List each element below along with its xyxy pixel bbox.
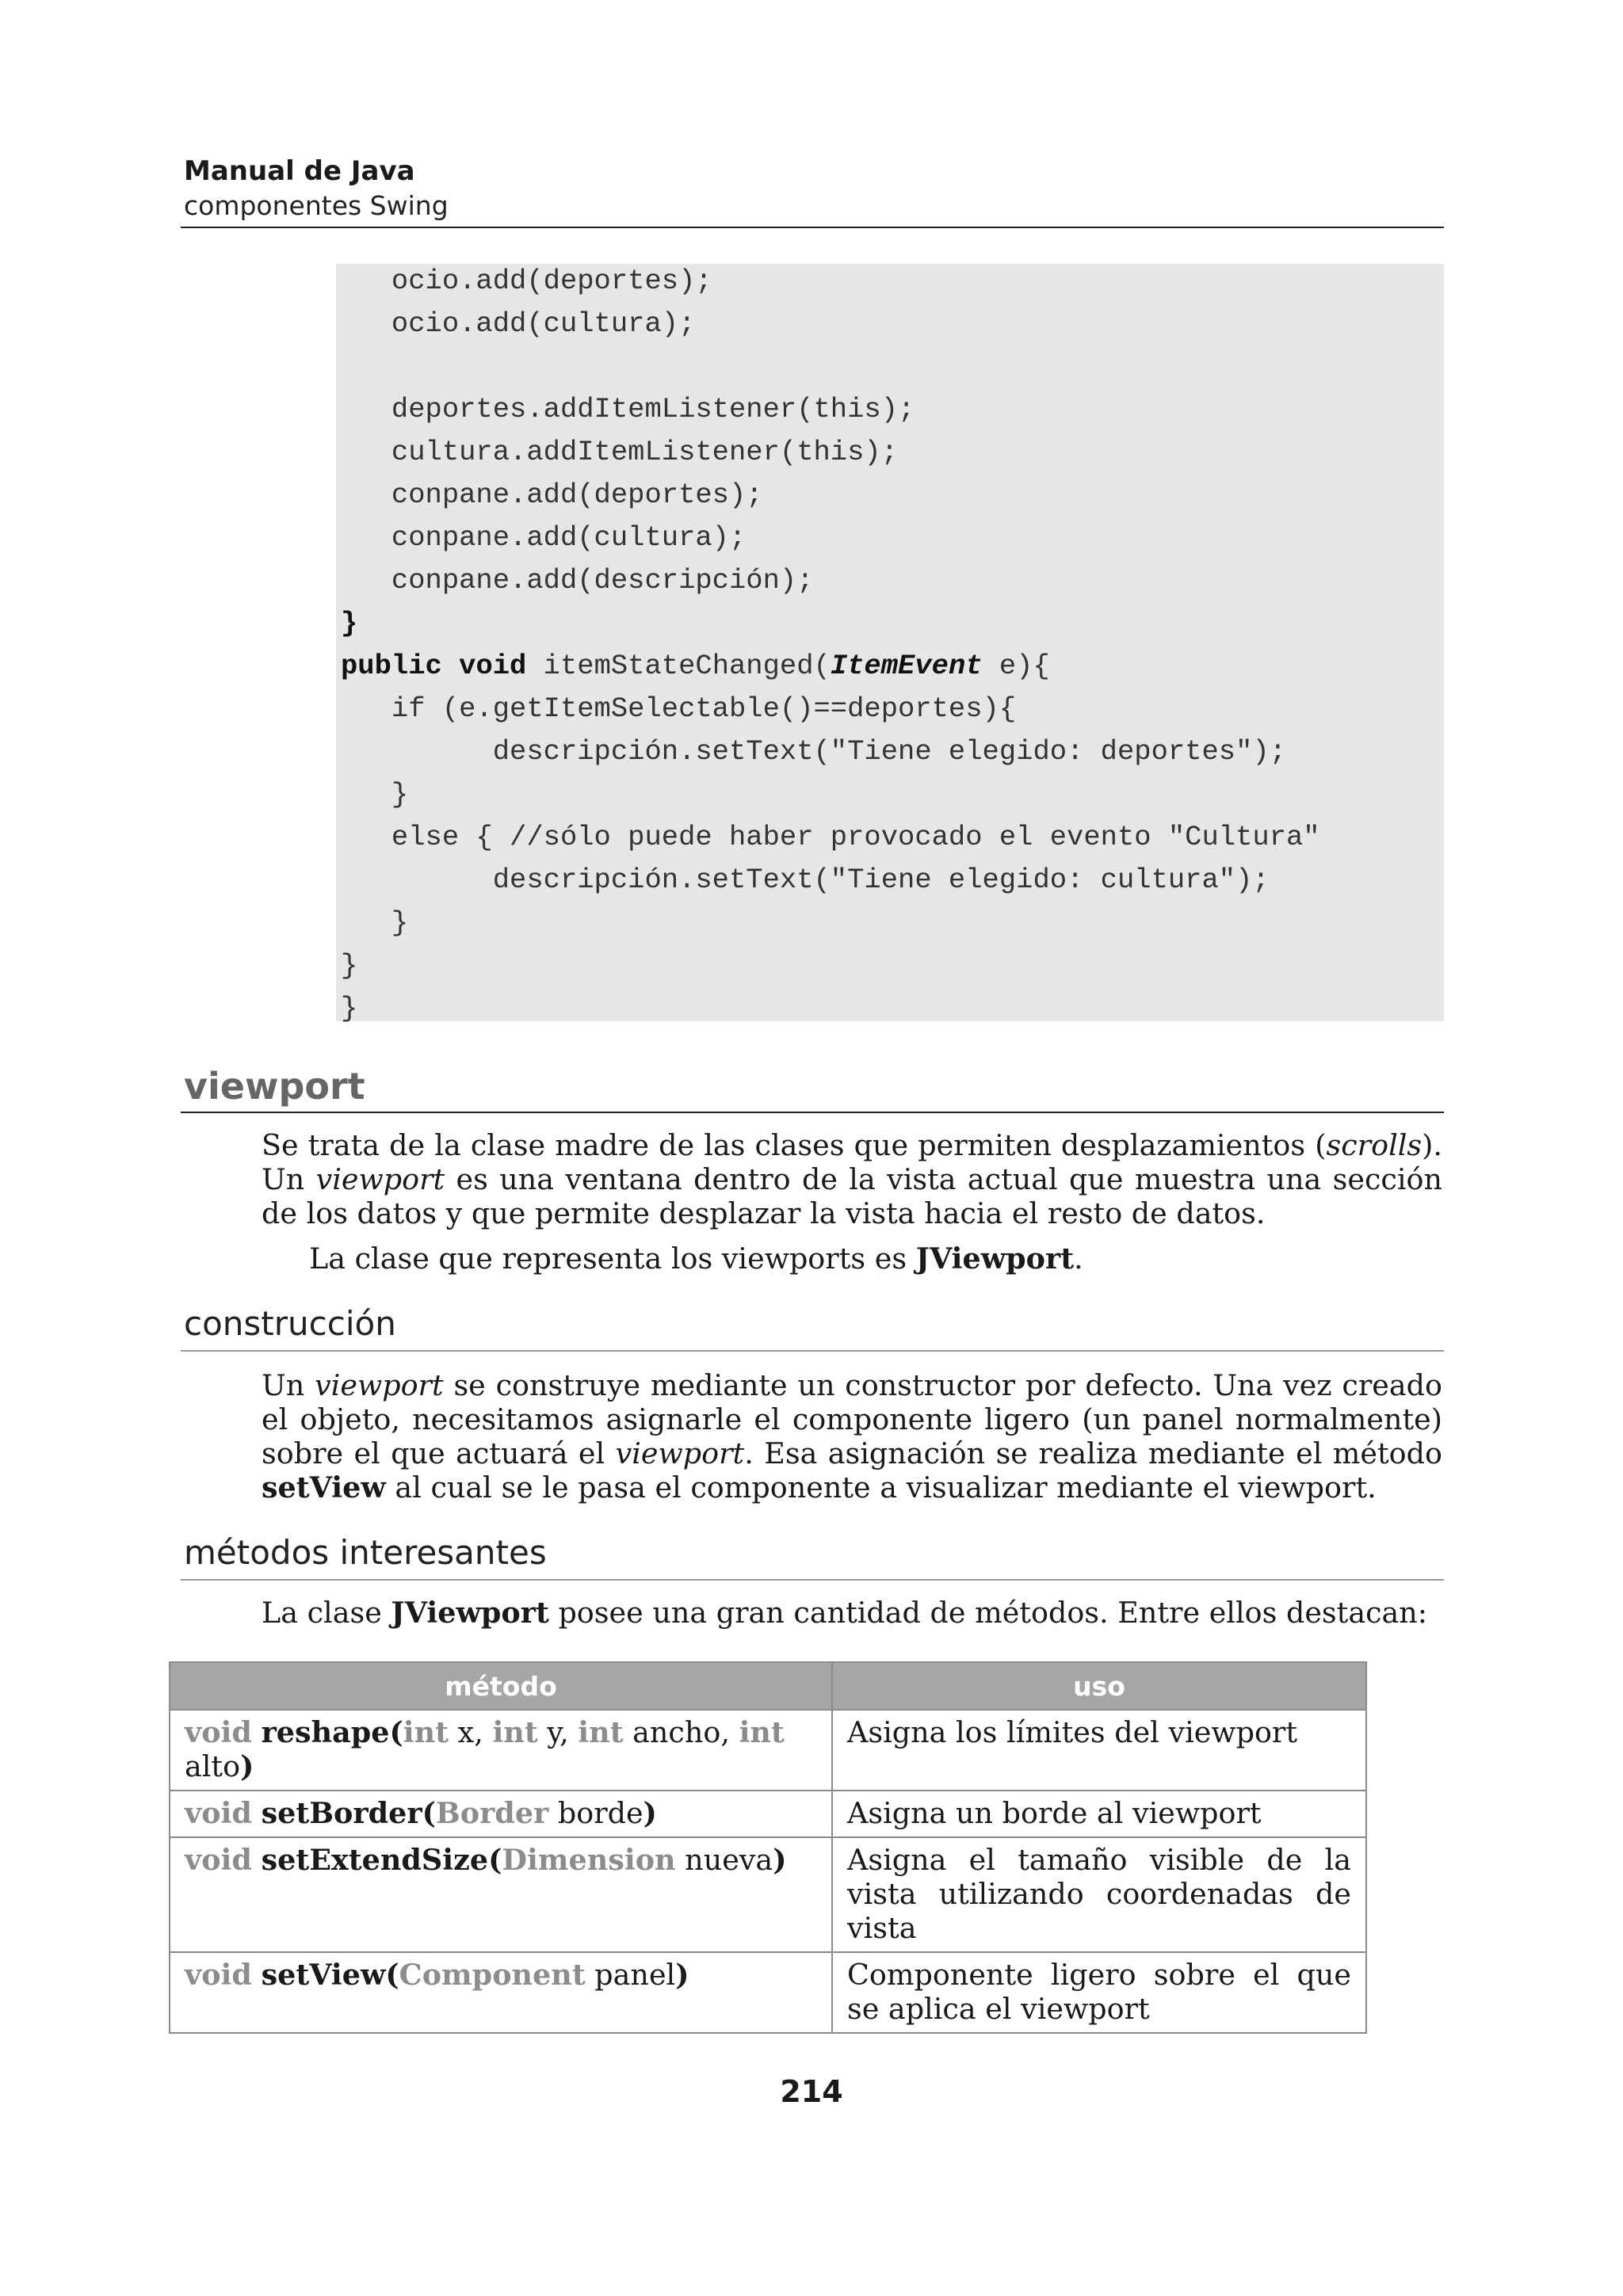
text-run-italic: viewport: [615, 1436, 745, 1470]
method-close-paren: ): [643, 1796, 657, 1830]
param-type: int: [492, 1715, 538, 1749]
text-run: Se trata de la clase madre de las clases que permiten desplazamientos (: [262, 1128, 1327, 1162]
paragraph-construccion: [262, 1368, 1442, 1505]
column-header-metodo: método: [170, 1662, 832, 1710]
section-rule: [181, 1350, 1444, 1352]
code-line: }: [341, 607, 358, 639]
section-heading-construccion: construcción: [184, 1304, 396, 1343]
method-name: setBorder(: [261, 1796, 436, 1830]
code-line: ocio.add(deportes);: [341, 265, 712, 297]
code-text: e){: [982, 650, 1050, 682]
text-run: .: [1074, 1241, 1083, 1276]
uso-cell: Componente ligero sobre el que se aplica el viewport: [832, 1952, 1366, 2033]
code-line: descripción.setText("Tiene elegido: deportes");: [341, 735, 1286, 768]
code-keyword: void: [459, 650, 527, 682]
method-cell: [170, 1791, 832, 1837]
text-run: . Esa asignación se realiza mediante el método: [744, 1436, 1442, 1470]
param-name: ancho,: [623, 1715, 739, 1749]
text-run-italic: viewport: [315, 1162, 445, 1196]
code-line: cultura.addItemListener(this);: [341, 436, 899, 468]
code-line: ocio.add(cultura);: [341, 307, 696, 340]
param-type: int: [578, 1715, 624, 1749]
code-line: descripción.setText("Tiene elegido: cultura");: [341, 864, 1270, 896]
return-type: void: [185, 1715, 252, 1749]
methods-table: [169, 1661, 1367, 2034]
text-run: posee una gran cantidad de métodos. Entre ellos destacan:: [548, 1596, 1428, 1630]
param-type: Dimension: [502, 1843, 676, 1877]
table-row: [170, 1710, 1366, 1791]
code-keyword: public: [341, 650, 442, 682]
text-run: La clase: [262, 1596, 391, 1630]
paragraph-viewport-class: [309, 1241, 1442, 1276]
param-name: x,: [449, 1715, 493, 1749]
param-type: int: [739, 1715, 785, 1749]
column-header-uso: uso: [832, 1662, 1366, 1710]
method-close-paren: ): [773, 1843, 787, 1877]
code-listing: [336, 264, 1444, 1021]
return-type: void: [185, 1843, 252, 1877]
text-run: es una ventana dentro de la vista actual que muestra una sección de los datos y que permite desplazar la vista hacia el resto de datos.: [262, 1162, 1442, 1230]
text-run-italic: viewport: [315, 1368, 444, 1402]
param-name: nueva: [675, 1843, 773, 1877]
paragraph-metodos-intro: [262, 1596, 1442, 1630]
text-run: La clase que representa los viewports es: [309, 1241, 916, 1276]
param-name: borde: [548, 1796, 643, 1830]
text-run-italic: scrolls: [1326, 1128, 1423, 1162]
table-row: [170, 1952, 1366, 2033]
text-run: se construye mediante un constructor por defecto. Una vez creado el objeto, necesitamos asignarle el componente ligero (un panel normalmente) sobre el que actuará el: [262, 1368, 1442, 1470]
table-header-row: [170, 1662, 1366, 1710]
section-heading-viewport: viewport: [184, 1065, 365, 1108]
code-class-name: ItemEvent: [830, 650, 983, 682]
code-line: conpane.add(cultura);: [341, 521, 747, 554]
param-name: y,: [537, 1715, 579, 1749]
method-close-paren: ): [240, 1749, 254, 1783]
method-cell: [170, 1952, 832, 2033]
page-number: 214: [780, 2074, 843, 2109]
section-heading-metodos: métodos interesantes: [184, 1533, 547, 1572]
text-run-bold: JViewport: [915, 1241, 1075, 1276]
param-name: panel: [585, 1958, 676, 1992]
table-row: [170, 1837, 1366, 1952]
text-run: al cual se le pasa el componente a visualizar mediante el viewport.: [385, 1470, 1377, 1505]
code-line: deportes.addItemListener(this);: [341, 393, 915, 425]
uso-cell: Asigna un borde al viewport: [832, 1791, 1366, 1837]
method-cell: [170, 1837, 832, 1952]
code-line: }: [341, 949, 358, 982]
param-type: Border: [435, 1796, 549, 1830]
running-header-title: Manual de Java: [184, 155, 415, 187]
text-run: Un: [262, 1368, 315, 1402]
method-name: reshape(: [261, 1715, 403, 1749]
header-rule: [181, 227, 1444, 228]
param-name: alto: [185, 1749, 241, 1783]
method-name: setView(: [261, 1958, 399, 1992]
param-type: int: [403, 1715, 449, 1749]
code-line: conpane.add(descripción);: [341, 564, 814, 597]
section-rule: [181, 1112, 1444, 1113]
method-close-paren: ): [675, 1958, 689, 1992]
code-line: }: [341, 778, 409, 810]
paragraph-viewport-intro: [262, 1128, 1442, 1230]
code-line: }: [341, 906, 409, 939]
section-rule: [181, 1579, 1444, 1581]
uso-cell: Asigna los límites del viewport: [832, 1710, 1366, 1791]
running-header-subtitle: componentes Swing: [184, 190, 449, 221]
code-line: }: [341, 992, 358, 1024]
method-name: setExtendSize(: [261, 1843, 502, 1877]
code-line: if (e.getItemSelectable()==deportes){: [341, 692, 1017, 725]
uso-cell: Asigna el tamaño visible de la vista utilizando coordenadas de vista: [832, 1837, 1366, 1952]
param-type: Component: [399, 1958, 586, 1992]
method-cell: [170, 1710, 832, 1791]
code-text: itemStateChanged(: [526, 650, 831, 682]
return-type: void: [185, 1958, 252, 1992]
text-run: ). Un: [262, 1128, 1442, 1196]
text-run-bold: setView: [262, 1470, 386, 1505]
code-line: else { //sólo puede haber provocado el evento "Cultura": [341, 821, 1320, 853]
table-row: [170, 1791, 1366, 1837]
text-run-bold: JViewport: [391, 1596, 549, 1630]
code-line: conpane.add(deportes);: [341, 479, 763, 511]
return-type: void: [185, 1796, 252, 1830]
code-line-method-signature: [341, 645, 1050, 688]
